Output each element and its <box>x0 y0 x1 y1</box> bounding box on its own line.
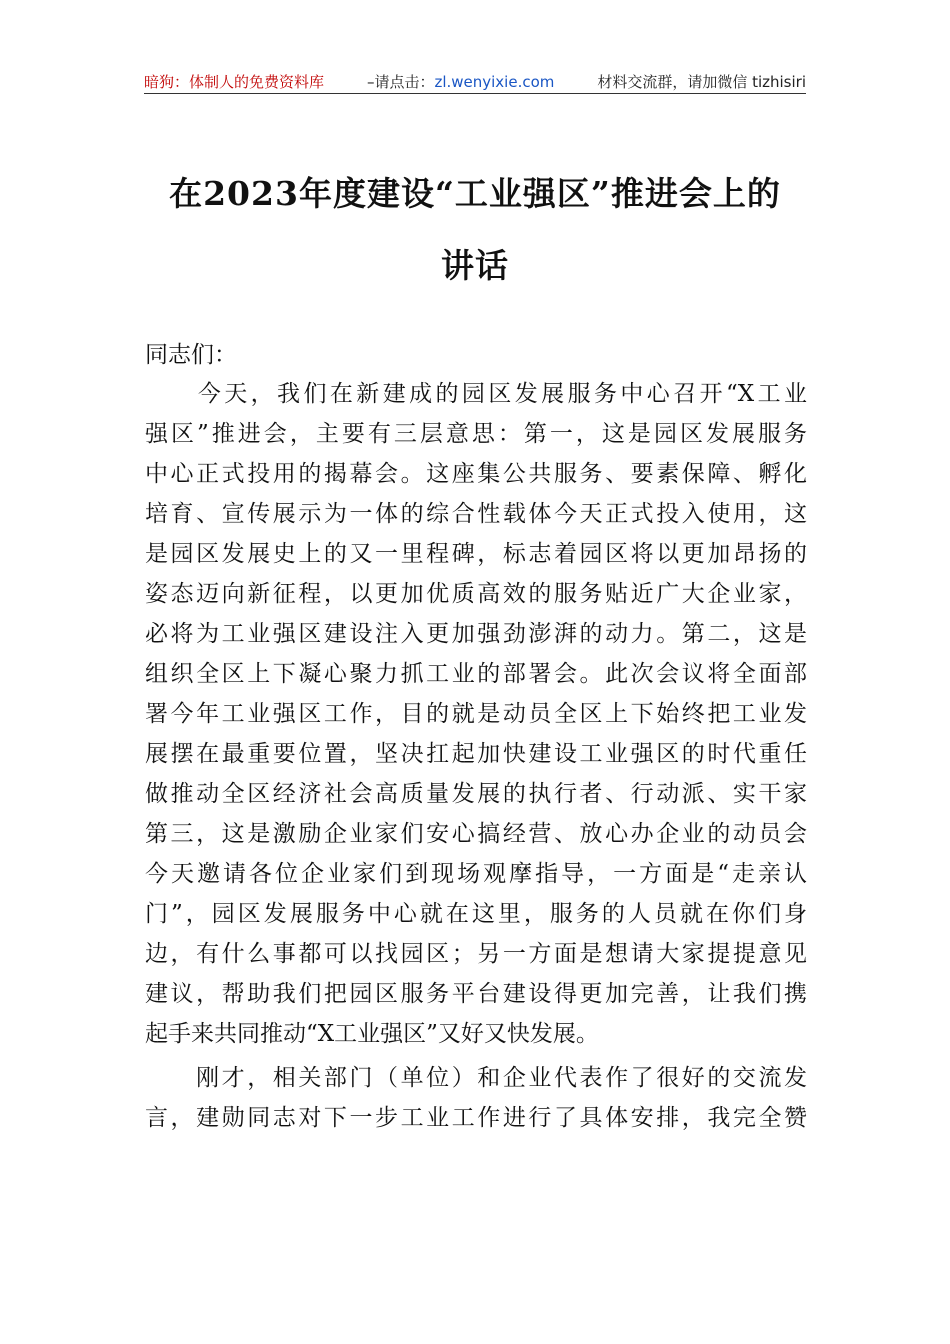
paragraph-line: 门”，园区发展服务中心就在这里，服务的人员就在你们身 <box>145 901 807 927</box>
paragraph-line: 起手来共同推动“X工业强区”又好又快发展。 <box>145 1021 599 1047</box>
paragraph-line: 做推动全区经济社会高质量发展的执行者、行动派、实干家 <box>145 781 807 807</box>
salutation: 同志们： <box>145 342 237 368</box>
paragraph-line: 中心正式投用的揭幕会。这座集公共服务、要素保障、孵化 <box>145 461 807 487</box>
paragraph-line: 第三，这是激励企业家们安心搞经营、放心办企业的动员会 <box>145 821 807 847</box>
paragraph-line: 今天，我们在新建成的园区发展服务中心召开“X工业 <box>145 381 807 407</box>
paragraph-line: 边，有什么事都可以找园区；另一方面是想请大家提提意见 <box>145 941 807 967</box>
title-line-2: 讲话 <box>441 246 509 285</box>
header-wechat-text: 材料交流群，请加微信 tizhisiri <box>597 72 806 91</box>
paragraph-line: 强区”推进会，主要有三层意思：第一，这是园区发展服务 <box>145 421 807 447</box>
paragraph-line: 建议，帮助我们把园区服务平台建设得更加完善，让我们携 <box>145 981 807 1007</box>
paragraph-line: 姿态迈向新征程，以更加优质高效的服务贴近广大企业家， <box>145 581 807 607</box>
paragraph-line: 刚才，相关部门（单位）和企业代表作了很好的交流发 <box>145 1065 807 1091</box>
paragraph-line: 组织全区上下凝心聚力抓工业的部署会。此次会议将全面部 <box>145 661 807 687</box>
paragraph-line: 署今年工业强区工作，目的就是动员全区上下始终把工业发 <box>145 701 807 727</box>
title-line-1: 在2023年度建设“工业强区”推进会上的 <box>169 174 781 213</box>
paragraph-line: 今天邀请各位企业家们到现场观摩指导，一方面是“走亲认 <box>145 861 807 887</box>
header-brand-text: 暗狗：体制人的免费资料库 <box>144 72 325 91</box>
document-title <box>120 158 830 302</box>
paragraph-line: 必将为工业强区建设注入更加强劲澎湃的动力。第二，这是 <box>145 621 807 647</box>
paragraph-line: 培育、宣传展示为一体的综合性载体今天正式投入使用，这 <box>145 501 807 527</box>
paragraph-1 <box>145 374 807 1054</box>
document-body <box>145 374 807 1142</box>
paragraph-line: 是园区发展史上的又一里程碑，标志着园区将以更加昂扬的 <box>145 541 807 567</box>
paragraph-line: 言，建勋同志对下一步工业工作进行了具体安排，我完全赞 <box>145 1105 807 1131</box>
header-click-prompt: –请点击： <box>366 72 435 91</box>
page-header <box>144 70 806 92</box>
header-divider <box>144 93 806 94</box>
paragraph-line: 展摆在最重要位置，坚决扛起加快建设工业强区的时代重任 <box>145 741 807 767</box>
paragraph-2 <box>145 1058 807 1138</box>
header-website-link[interactable]: zl.wenyixie.com <box>434 72 555 91</box>
